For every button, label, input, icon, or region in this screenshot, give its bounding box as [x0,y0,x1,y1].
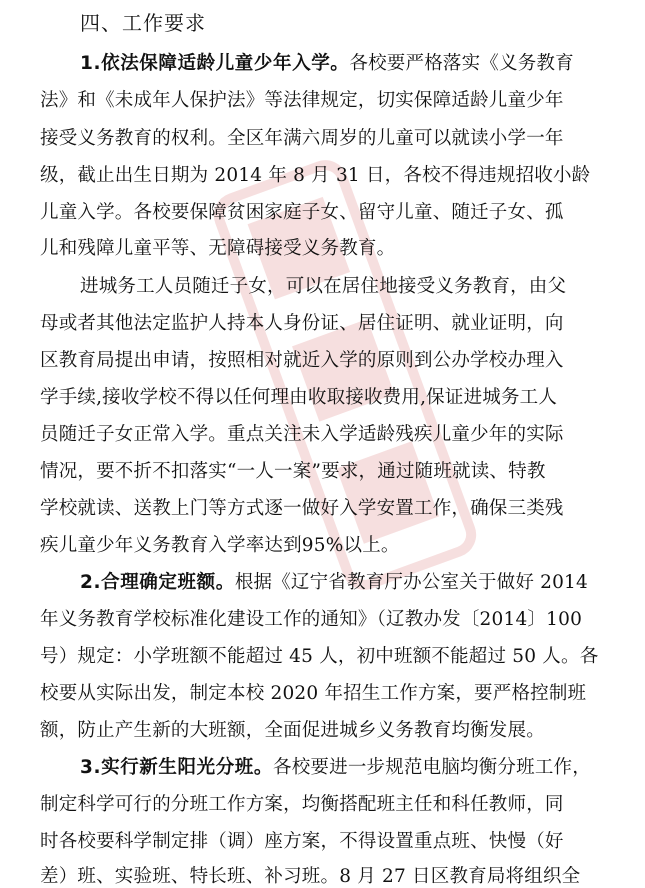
item-1-title: 1.依法保障适龄儿童少年入学。 [80,53,350,74]
section-heading: 四、工作要求 [80,11,206,35]
para-1-line-6: 儿和残障儿童平等、无障碍接受义务教育。 [40,238,396,259]
item-2-title: 2.合理确定班额。 [80,572,235,593]
para-3-line-3: 号）规定：小学班额不能超过 45 人，初中班额不能超过 50 人。各 [40,646,599,667]
para-2-line-8: 疾儿童少年义务教育入学率达到95%以上。 [40,535,400,556]
para-1-line-2: 法》和《未成年人保护法》等法律规定，切实保障适龄儿童少年 [40,90,564,111]
para-2-line-4: 学手续,接收学校不得以任何理由收取接收费用,保证进城务工人 [40,387,558,408]
para-2-line-3: 区教育局提出申请，按照相对就近入学的原则到公办学校办理入 [40,350,564,371]
para-4-line-1 [80,757,591,779]
para-1-line-4: 级，截止出生日期为 2014 年 8 月 31 日，各校不得违规招收小龄 [40,165,591,186]
para-4-line-3: 时各校要科学制定排（调）座方案，不得设置重点班、快慢（好 [40,831,564,852]
para-3-line-4: 校要从实际出发，制定本校 2020 年招生工作方案，要严格控制班 [40,683,587,704]
line-text: 各校要严格落实《义务教育 [349,53,574,74]
item-3-title: 3.实行新生阳光分班。 [80,757,274,778]
para-2-line-7: 学校就读、送教上门等方式逐一做好入学安置工作，确保三类残 [40,498,564,519]
para-3-line-1 [80,572,588,594]
para-1-line-5: 儿童入学。各校要保障贫困家庭子女、留守儿童、随迁子女、孤 [40,202,564,223]
para-2-line-1: 进城务工人员随迁子女，可以在居住地接受义务教育，由父 [80,276,567,297]
para-2-line-6: 情况，要不折不扣落实“一人一案”要求，通过随班就读、特教 [40,461,546,482]
para-1-line-3: 接受义务教育的权利。全区年满六周岁的儿童可以就读小学一年 [40,128,564,149]
para-4-line-4: 差）班、实验班、特长班、补习班。8 月 27 日区教育局将组织全 [40,866,581,887]
para-2-line-2: 母或者其他法定监护人持本人身份证、居住证明、就业证明，向 [40,313,564,334]
para-3-line-2: 年义务教育学校标准化建设工作的通知》（辽教办发〔2014〕100 [40,609,583,630]
para-1-line-1 [80,53,602,75]
para-4-line-2: 制定科学可行的分班工作方案，均衡搭配班主任和科任教师，同 [40,794,564,815]
para-3-line-5: 额，防止产生新的大班额，全面促进城乡义务教育均衡发展。 [40,720,545,741]
line-text: 根据《辽宁省教育厅办公室关于做好 2014 [234,572,588,593]
line-text: 各校要进一步规范电脑均衡分班工作， [273,757,591,778]
para-2-line-5: 员随迁子女正常入学。重点关注未入学适龄残疾儿童少年的实际 [40,424,564,445]
